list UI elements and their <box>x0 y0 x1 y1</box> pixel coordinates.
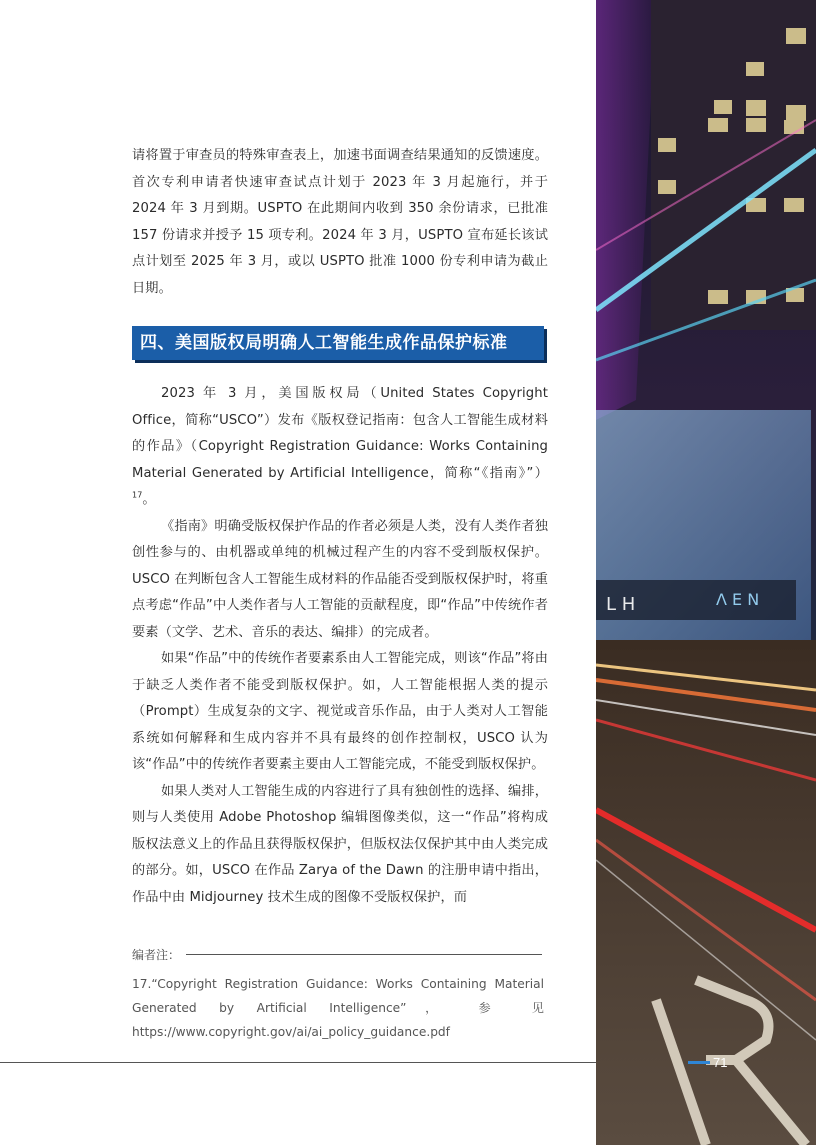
bottom-rule <box>0 1062 596 1063</box>
city-night-image <box>596 0 816 1145</box>
editor-note-label: 编者注： <box>132 948 181 962</box>
footnote-ref[interactable]: 17 <box>132 490 143 500</box>
page-number-text: 71 <box>713 1054 728 1070</box>
section-heading-text: 四、美国版权局明确人工智能生成作品保护标准 <box>140 333 508 353</box>
body-text-main <box>132 381 548 911</box>
paragraph-2: 《指南》明确受版权保护作品的作者必须是人类，没有人类作者独创性参与的、由机器或单纯的机械过程产生的内容不受到版权保护。USCO 在判断包含人工智能生成材料的作品能否受到版权保护时，将重点考虑“作品”中人类作者与人工智能的贡献程度，即“作品”中传统作者要素（文学、艺术、音乐的表达、编排）的完成者。 <box>132 518 548 640</box>
note-divider <box>186 954 542 955</box>
paragraph-1-text: 2023 年 3 月，美国版权局（United States Copyright Office，简称“USCO”）发布《版权登记指南：包含人工智能生成材料的作品》（Copyright Registration Guidance: Works Containing Material Generated by Artificial Intelligence，简称“《指南》”） <box>132 386 548 481</box>
city-night-photo <box>596 0 816 1145</box>
page-number-bar <box>688 1061 710 1064</box>
footnote-17: 17.“Copyright Registration Guidance: Works Containing Material Generated by Artificial Intelligence”， 参 见 https://www.copyright.gov/ai/ai_policy_guidance.pdf <box>132 977 544 1039</box>
paragraph-1 <box>132 381 548 514</box>
section-heading <box>132 326 544 360</box>
paragraph-4: 如果人类对人工智能生成的内容进行了具有独创性的选择、编排，则与人类使用 Adobe Photoshop 编辑图像类似，这一“作品”将构成版权法意义上的作品且获得版权保护，但版权法仅保护其中由人类完成的部分。如，USCO 在作品 Zarya of the Dawn 的注册申请中指出，作品中由 Midjourney 技术生成的图像不受版权保护，而 <box>132 783 548 905</box>
page-number <box>688 1052 727 1072</box>
paragraph-continued: 请将置于审查员的特殊审查表上，加速书面调查结果通知的反馈速度。首次专利申请者快速审查试点计划于 2023 年 3 月起施行，并于 2024 年 3 月到期。USPTO 在此期间内收到 350 余份请求，已批准 157 份请求并授予 15 项专利。2024 年 3 月，USPTO 宣布延长该试点计划至 2025 年 3 月，或以 USPTO 批准 1000 份专利申请为截止日期。 <box>132 148 548 296</box>
body-text-top <box>132 143 548 302</box>
paragraph-1-end: 。 <box>142 492 156 507</box>
paragraph-3: 如果“作品”中的传统作者要素系由人工智能完成，则该“作品”将由于缺乏人类作者不能受到版权保护。如，人工智能根据人类的提示（Prompt）生成复杂的文字、视觉或音乐作品，由于人类对人工智能系统如何解释和生成内容并不具有最终的创作控制权，USCO 认为该“作品”中的传统作者要素主要由人工智能完成，不能受到版权保护。 <box>132 651 548 772</box>
svg-text:Λ E N: Λ E N <box>716 590 760 609</box>
svg-text:L H: L H <box>606 594 636 615</box>
